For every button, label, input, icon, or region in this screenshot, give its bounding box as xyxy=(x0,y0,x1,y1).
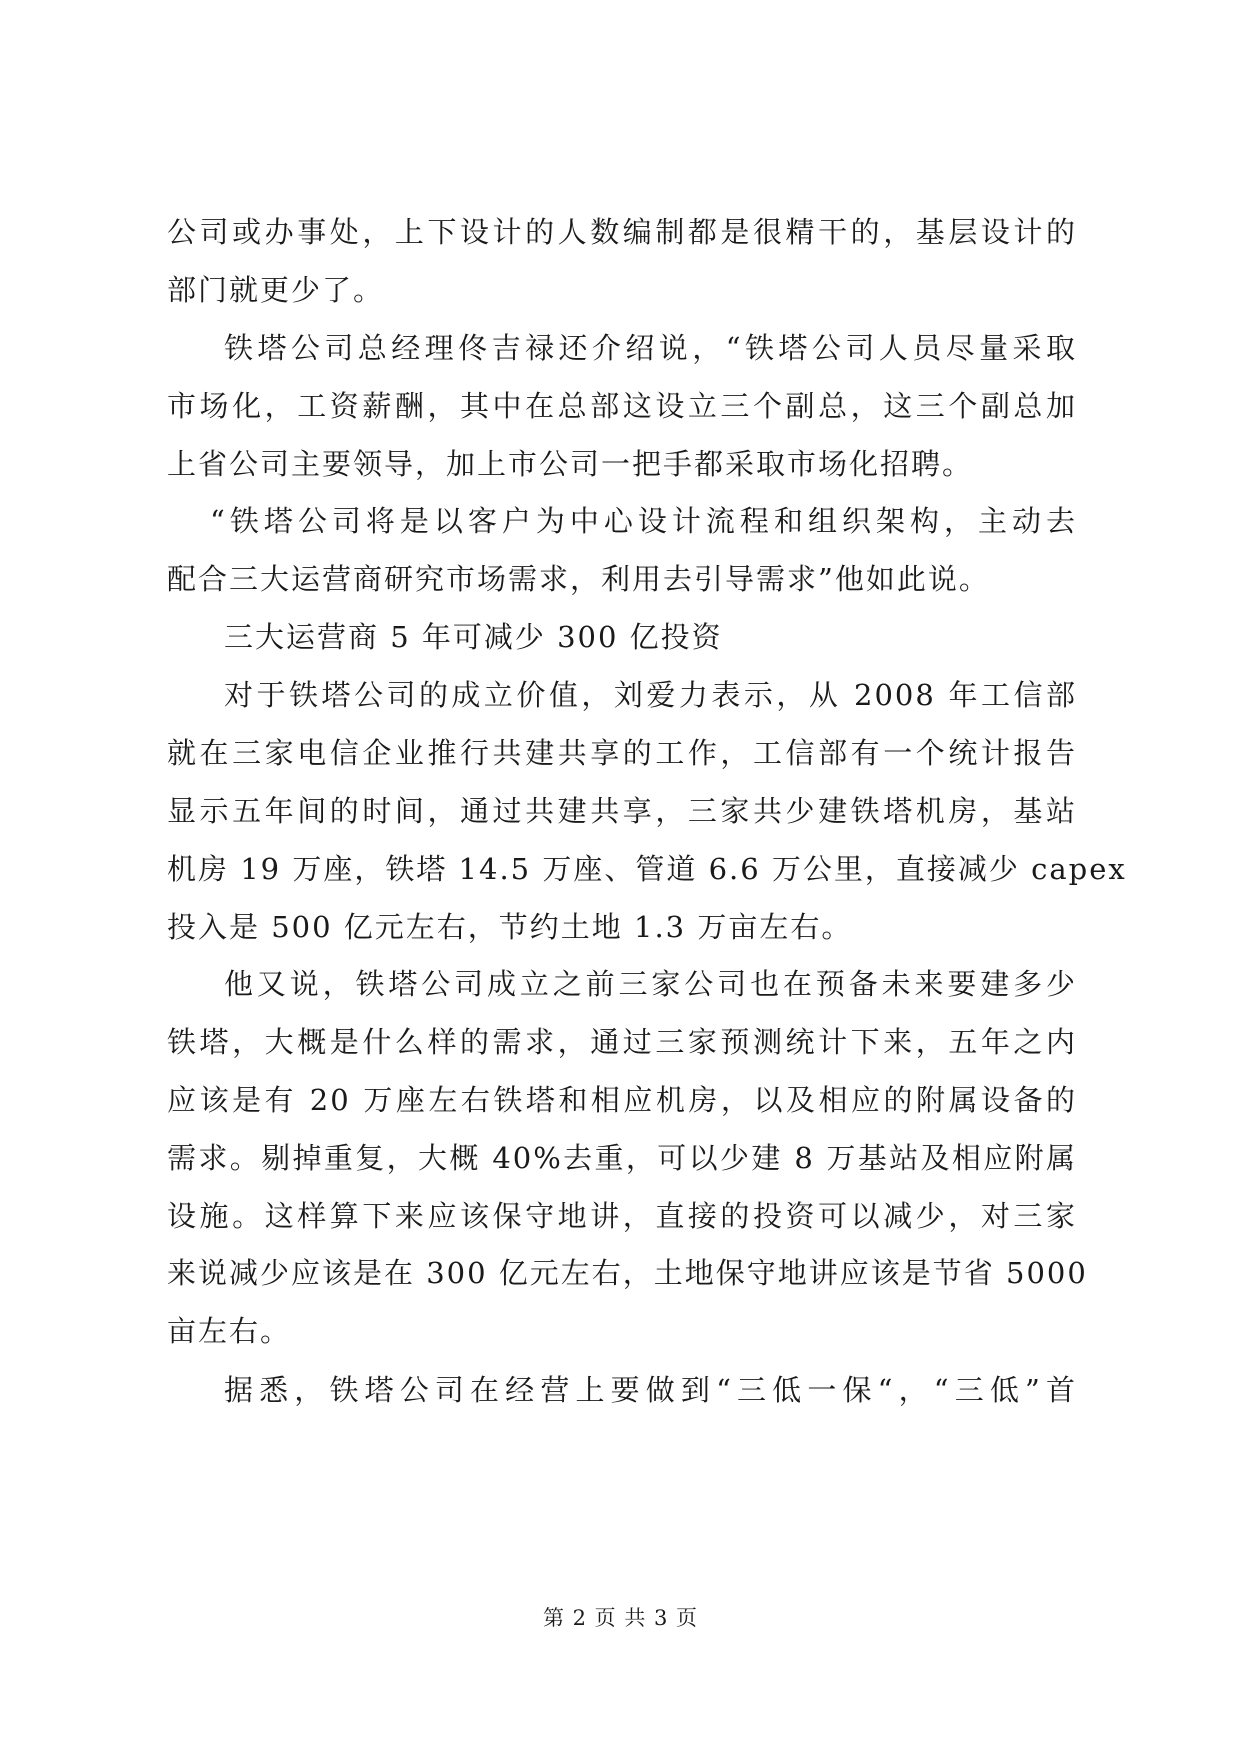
paragraph-first-line: 据悉，铁塔公司在经营上要做到“三低一保“，“三低”首 xyxy=(224,1373,1077,1407)
body-text-line: 投入是 500 亿元左右，节约土地 1.3 万亩左右。 xyxy=(167,910,853,944)
paragraph-first-line: 铁塔公司总经理佟吉禄还介绍说，“铁塔公司人员尽量采取 xyxy=(224,331,1077,365)
body-text-line: 市场化，工资薪酬，其中在总部这设立三个副总，这三个副总加 xyxy=(167,389,1077,423)
body-text-line: 来说减少应该是在 300 亿元左右，土地保守地讲应该是节省 5000 xyxy=(167,1256,1088,1290)
body-text-line: 上省公司主要领导，加上市公司一把手都采取市场化招聘。 xyxy=(167,447,974,481)
body-text-line: 应该是有 20 万座左右铁塔和相应机房，以及相应的附属设备的 xyxy=(167,1083,1077,1117)
page-footer: 第 2 页 共 3 页 xyxy=(542,1606,699,1630)
body-text-line: 显示五年间的时间，通过共建共享，三家共少建铁塔机房，基站 xyxy=(167,794,1077,828)
body-text-line: 亩左右。 xyxy=(167,1314,292,1348)
paragraph-first-line: 他又说，铁塔公司成立之前三家公司也在预备未来要建多少 xyxy=(224,967,1077,1001)
body-text-line: 配合三大运营商研究市场需求，利用去引导需求”他如此说。 xyxy=(167,562,990,596)
paragraph-first-line: “铁塔公司将是以客户为中心设计流程和组织架构，主动去 xyxy=(210,504,1077,538)
body-text-line: 公司或办事处，上下设计的人数编制都是很精干的，基层设计的 xyxy=(167,215,1077,249)
body-text-line: 需求。剔掉重复，大概 40%去重，可以少建 8 万基站及相应附属 xyxy=(167,1141,1077,1175)
body-text-line: 设施。这样算下来应该保守地讲，直接的投资可以减少，对三家 xyxy=(167,1199,1077,1233)
body-text-line: 部门就更少了。 xyxy=(167,273,385,307)
paragraph-first-line: 对于铁塔公司的成立价值，刘爱力表示，从 2008 年工信部 xyxy=(224,678,1077,712)
body-text-line: 就在三家电信企业推行共建共享的工作，工信部有一个统计报告 xyxy=(167,736,1077,770)
section-heading: 三大运营商 5 年可减少 300 亿投资 xyxy=(224,620,723,654)
body-text-line: 铁塔，大概是什么样的需求，通过三家预测统计下来，五年之内 xyxy=(167,1025,1077,1059)
body-text-line: 机房 19 万座，铁塔 14.5 万座、管道 6.6 万公里，直接减少 capex xyxy=(167,852,1127,886)
